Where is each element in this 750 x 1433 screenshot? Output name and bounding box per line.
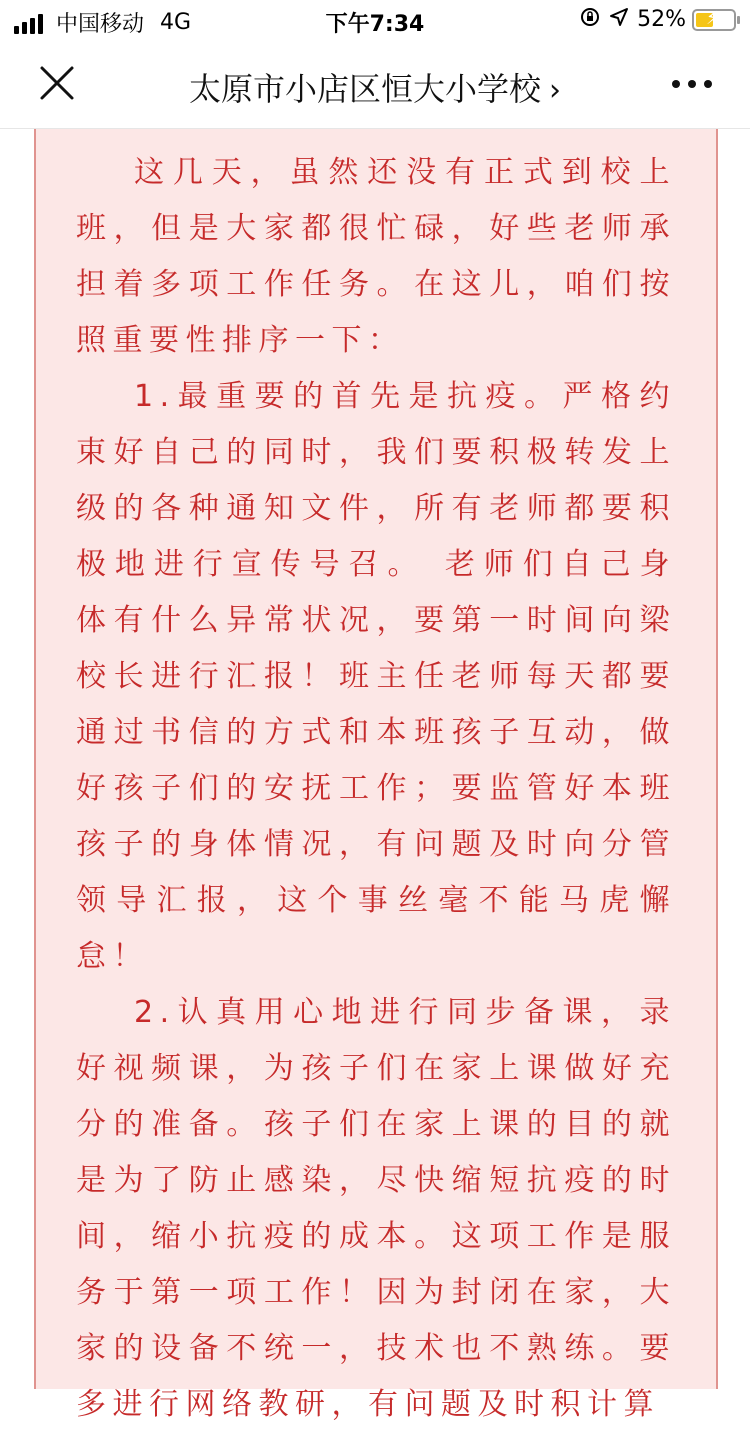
page-title[interactable]: [0, 64, 750, 110]
network-type: 4G: [160, 10, 192, 35]
article-content[interactable]: [0, 129, 750, 1422]
more-button[interactable]: [670, 66, 714, 102]
nav-bar: [0, 40, 750, 129]
rotation-lock-icon: [579, 6, 601, 33]
page-title-text: 太原市小店区恒大小学校: [188, 70, 541, 108]
battery-percent: 52%: [637, 7, 686, 32]
location-icon: [609, 7, 629, 32]
article-box: [34, 129, 718, 1422]
carrier-name: 中国移动: [56, 12, 145, 37]
battery-icon: [692, 9, 736, 31]
charging-bolt-icon: ⚡: [706, 7, 719, 29]
more-icon: [670, 66, 714, 102]
article-paragraph: 1.最重要的首先是抗疫。严格约束好自己的同时，我们要积极转发上级的各种通知文件，所有老师都要积极地进行宣传号召。 老师们自己身体有什么异常状况，要第一时间向梁校长进行汇报！班主任老师每天都要通过书信的方式和本班孩子互动，做好孩子们的安抚工作；要监管好本班孩子的身体情况，有问题及时向分管领导汇报，这个事丝毫不能马虎懈怠！: [76, 379, 676, 974]
status-time: 下午7:34: [325, 12, 425, 37]
status-bar: [0, 0, 750, 40]
chevron-right-icon: ›: [549, 73, 561, 108]
article-paragraph: 这几天，虽然还没有正式到校上班，但是大家都很忙碌，好些老师承担着多项工作任务。在这儿，咱们按照重要性排序一下：: [76, 155, 676, 358]
article-text: [76, 145, 676, 1433]
status-right: [579, 6, 736, 33]
article-paragraph: 2.认真用心地进行同步备课，录好视频课，为孩子们在家上课做好充分的准备。孩子们在家上课的目的就是为了防止感染，尽快缩短抗疫的时间，缩小抗疫的成本。这项工作是服务于第一项工作！因为封闭在家，大家的设备不统一，技术也不熟练。要多进行网络教研，有问题及时积计算: [76, 995, 676, 1422]
